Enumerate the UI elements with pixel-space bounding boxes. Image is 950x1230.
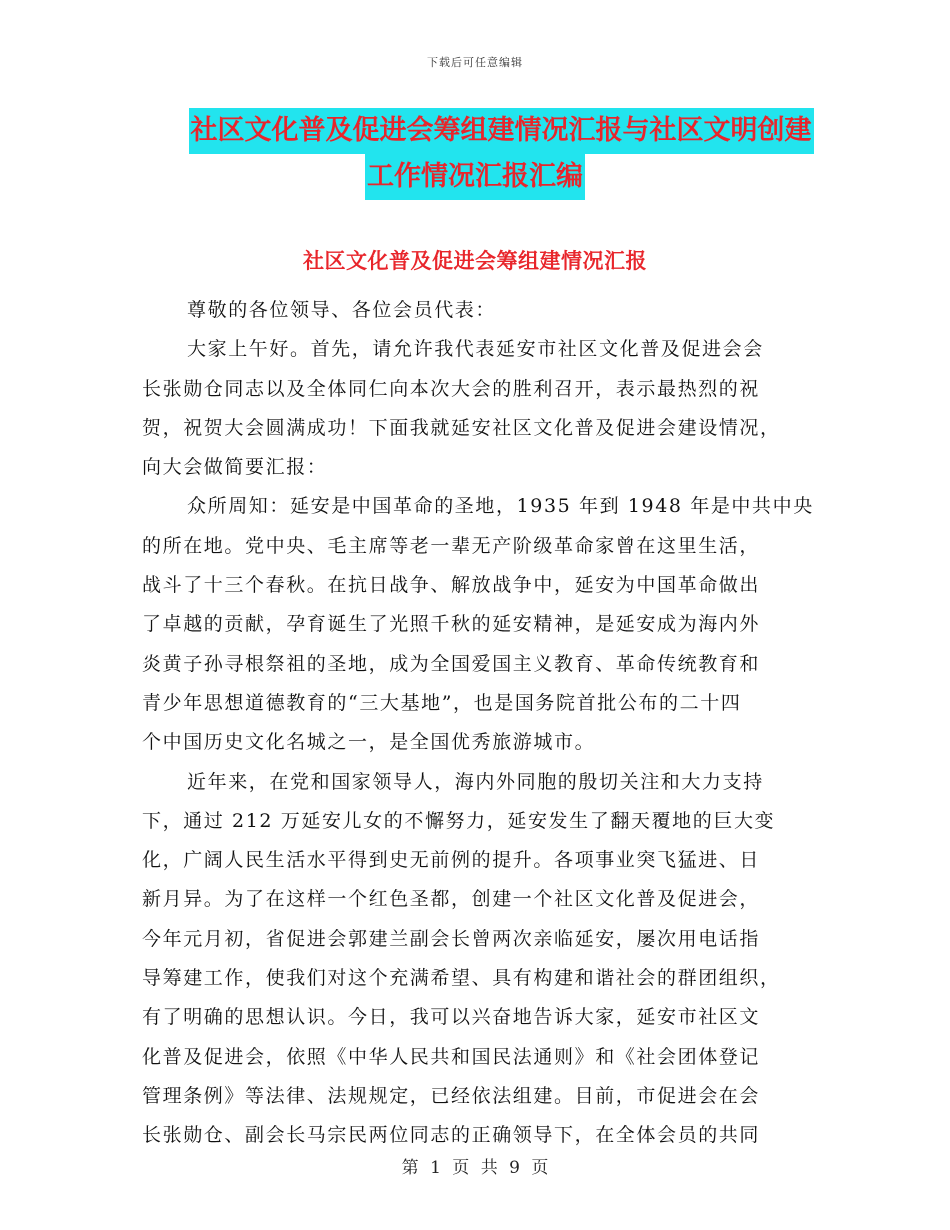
header-note: 下载后可任意编辑	[427, 56, 523, 69]
paragraph-line: 下，通过 212 万延安儿女的不懈努力，延安发生了翻天覆地的巨大变	[142, 809, 776, 832]
paragraph-line: 了卓越的贡献，孕育诞生了光照千秋的延安精神，是延安成为海内外	[142, 613, 761, 636]
document-title-line-1: 社区文化普及促进会筹组建情况汇报与社区文明创建	[189, 108, 814, 154]
document-title	[0, 108, 950, 200]
paragraph-line: 新月异。为了在这样一个红色圣都，创建一个社区文化普及促进会，	[142, 888, 761, 911]
paragraph-line: 化，广阔人民生活水平得到史无前例的提升。各项事业突飞猛进、日	[142, 849, 761, 872]
paragraph-line: 有了明确的思想认识。今日，我可以兴奋地告诉大家，延安市社区文	[142, 1006, 761, 1029]
paragraph-recent-years	[142, 763, 812, 1156]
paragraph-line: 大家上午好。首先，请允许我代表延安市社区文化普及促进会会	[187, 338, 764, 361]
paragraph-greeting	[142, 330, 812, 487]
paragraph-line: 长张勋仓同志以及全体同仁向本次大会的胜利召开，表示最热烈的祝	[142, 377, 761, 400]
paragraph-line: 近年来，在党和国家领导人，海内外同胞的殷切关注和大力支持	[187, 770, 764, 793]
paragraph-line: 今年元月初，省促进会郭建兰副会长曾两次亲临延安，屡次用电话指	[142, 927, 761, 950]
paragraph-line: 炎黄子孙寻根祭祖的圣地，成为全国爱国主义教育、革命传统教育和	[142, 652, 761, 675]
paragraph-line: 战斗了十三个春秋。在抗日战争、解放战争中，延安为中国革命做出	[142, 574, 761, 597]
paragraph-line: 向大会做简要汇报：	[142, 456, 328, 479]
paragraph-line: 众所周知：延安是中国革命的圣地，1935 年到 1948 年是中共中央	[187, 495, 814, 518]
page-footer: 第 1 页 共 9 页	[401, 1158, 549, 1178]
section-title: 社区文化普及促进会筹组建情况汇报	[303, 249, 647, 273]
paragraph-salutation	[142, 291, 812, 330]
document-body	[142, 291, 812, 1156]
paragraph-line: 化普及促进会，依照《中华人民共和国民法通则》和《社会团体登记	[142, 1045, 761, 1068]
paragraph-line: 的所在地。党中央、毛主席等老一辈无产阶级革命家曾在这里生活，	[142, 534, 761, 557]
paragraph-line: 贺，祝贺大会圆满成功！下面我就延安社区文化普及促进会建设情况，	[142, 416, 781, 439]
paragraph-yanan-history	[142, 487, 812, 762]
document-title-line-2: 工作情况汇报汇编	[365, 154, 585, 200]
paragraph-line: 个中国历史文化名城之一，是全国优秀旅游城市。	[142, 731, 596, 754]
paragraph-line: 青少年思想道德教育的“三大基地”，也是国务院首批公布的二十四	[142, 691, 742, 714]
paragraph-line: 管理条例》等法律、法规规定，已经依法组建。目前，市促进会在会	[142, 1084, 761, 1107]
paragraph-line: 尊敬的各位领导、各位会员代表：	[187, 299, 497, 321]
paragraph-line: 导筹建工作，使我们对这个充满希望、具有构建和谐社会的群团组织，	[142, 967, 781, 990]
paragraph-line: 长张勋仓、副会长马宗民两位同志的正确领导下，在全体会员的共同	[142, 1124, 761, 1147]
